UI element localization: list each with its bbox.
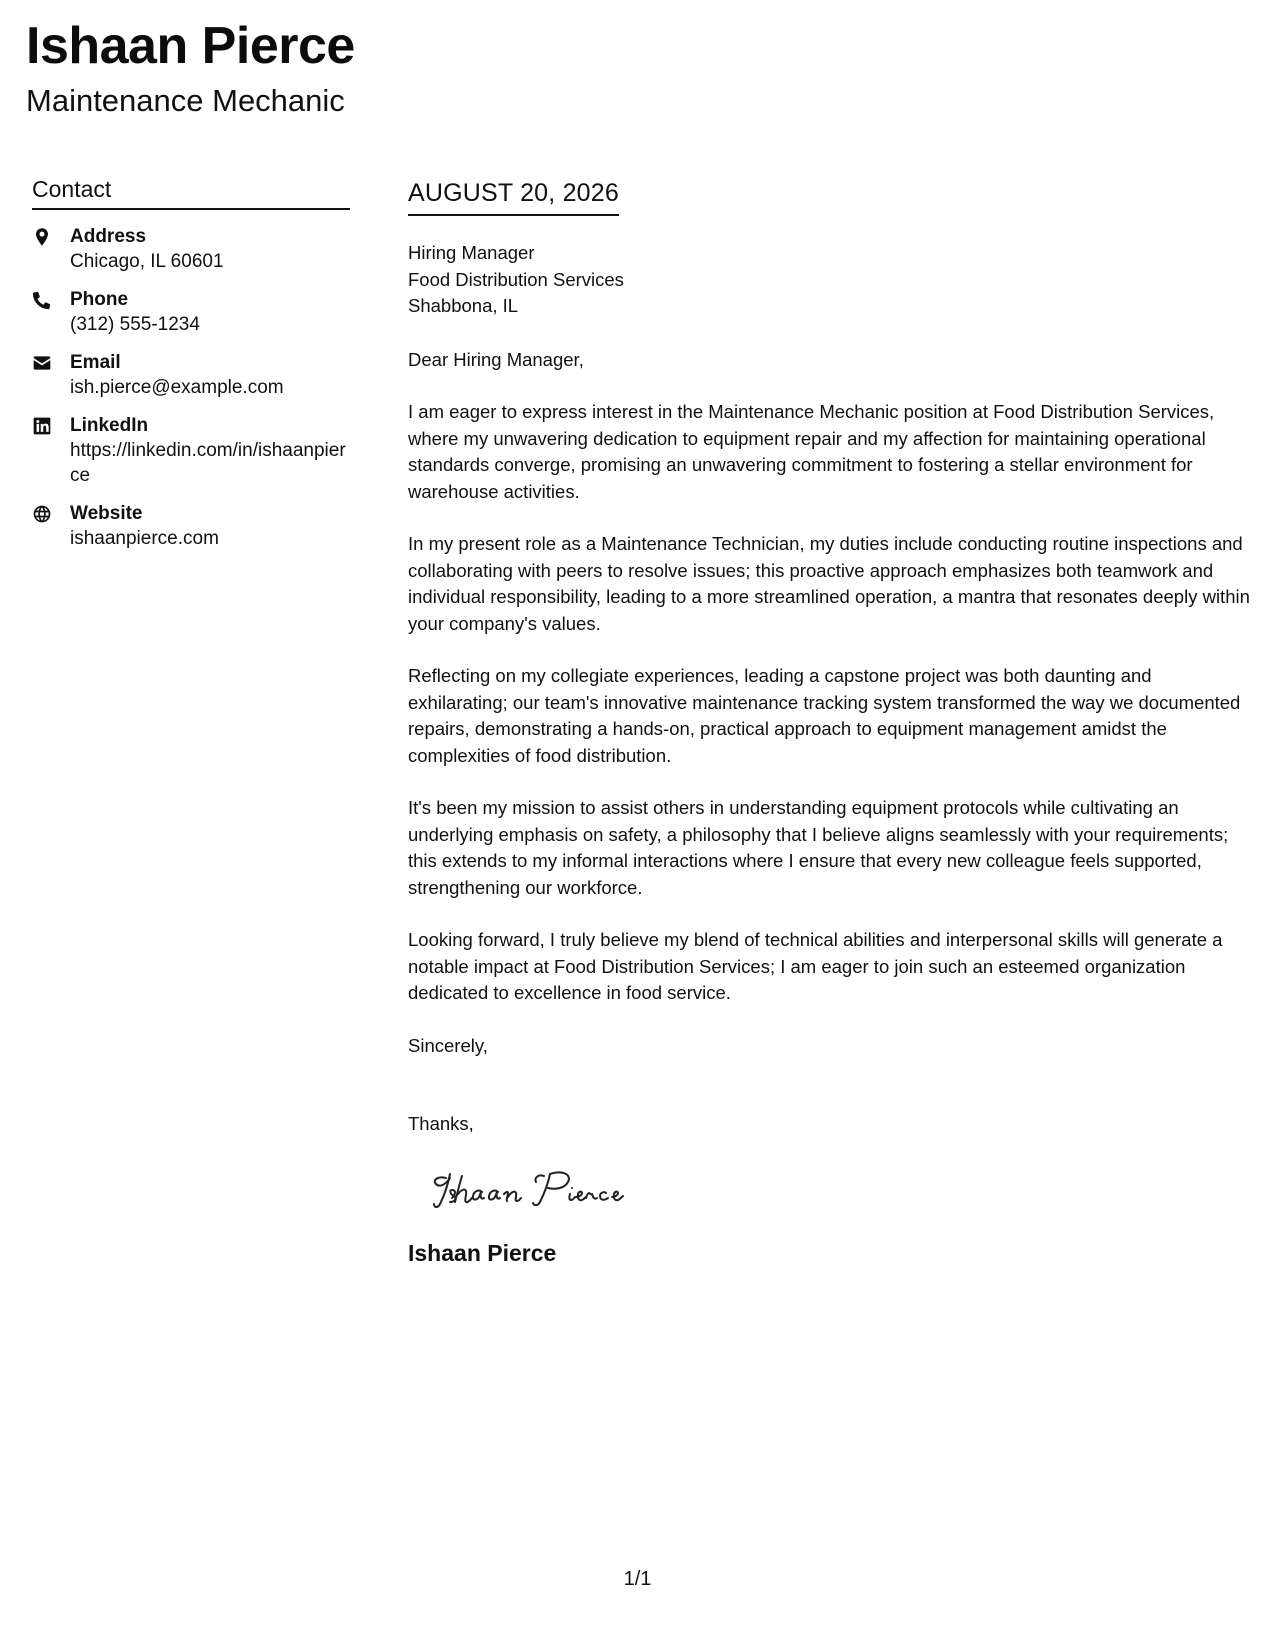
envelope-icon [32,350,70,374]
contact-item-phone [32,287,350,337]
contact-label-email: Email [70,351,121,373]
recipient-location: Shabbona, IL [408,295,519,316]
contact-label-phone: Phone [70,288,129,310]
applicant-role: Maintenance Mechanic [26,83,345,118]
linkedin-icon [32,413,70,437]
contact-value-linkedin[interactable]: https://linkedin.com/in/ishaanpierce [70,440,346,487]
recipient-title: Hiring Manager [408,242,535,263]
recipient-company: Food Distribution Services [408,268,624,290]
contact-item-email [32,350,350,400]
letter-paragraph: Reflecting on my collegiate experiences, leading a capstone project was both daunting and exhilarating; our team's innovative maintenance tracking system transformed the way we documented repairs, demonstrating a hands-on, practical approach to equipment management amidst the complexities of food distribution. [408,665,1241,766]
contact-value-address: Chicago, IL 60601 [70,250,224,272]
closing: Sincerely, [408,1034,488,1056]
thanks-line: Thanks, [408,1113,474,1134]
handwritten-signature [426,1164,666,1216]
contact-sidebar [32,176,350,564]
letter-date: AUGUST 20, 2026 [408,178,619,216]
globe-icon [32,501,70,525]
letter-paragraph: Looking forward, I truly believe my blend of technical abilities and interpersonal skills will generate a notable impact at Food Distribution Services; I am eager to join such an esteemed organization dedicated to excellence in food service. [408,929,1223,1003]
contact-item-linkedin [32,413,350,488]
contact-label-address: Address [70,225,147,247]
applicant-name: Ishaan Pierce [26,17,355,75]
contact-value-website[interactable]: ishaanpierce.com [70,528,219,550]
signer-name: Ishaan Pierce [408,1239,557,1266]
contact-label-website: Website [70,503,143,525]
letter-paragraph: It's been my mission to assist others in understanding equipment protocols while cultivating an underlying emphasis on safety, a philosophy that I believe aligns seamlessly with your requirements; this extends to my informal interactions where I ensure that every new colleague feels supported, strengthening our workforce. [408,797,1229,898]
phone-icon [32,287,70,311]
page-number: 1/1 [623,1568,652,1590]
contact-label-linkedin: LinkedIn [70,415,149,437]
recipient-block [408,240,1254,320]
letter-body [408,178,1254,1267]
contact-value-phone[interactable]: (312) 555-1234 [70,313,200,335]
contact-item-website [32,501,350,551]
letter-paragraph: In my present role as a Maintenance Technician, my duties include conducting routine inspections and collaborating with peers to resolve issues; this proactive approach emphasizes both teamwork and individual responsibility, leading to a more streamlined operation, a mantra that resonates deeply within your company's values. [408,533,1250,634]
salutation: Dear Hiring Manager, [408,348,584,370]
contact-item-address [32,224,350,274]
contact-value-email[interactable]: ish.pierce@example.com [70,376,284,398]
letter-paragraph: I am eager to express interest in the Maintenance Mechanic position at Food Distribution Services, where my unwavering dedication to equipment repair and my affection for maintaining operational standards converge, promising an unwavering commitment to fostering a stellar environment for warehouse activities. [408,401,1215,502]
contact-section-title: Contact [32,176,350,210]
map-pin-icon [32,224,70,248]
